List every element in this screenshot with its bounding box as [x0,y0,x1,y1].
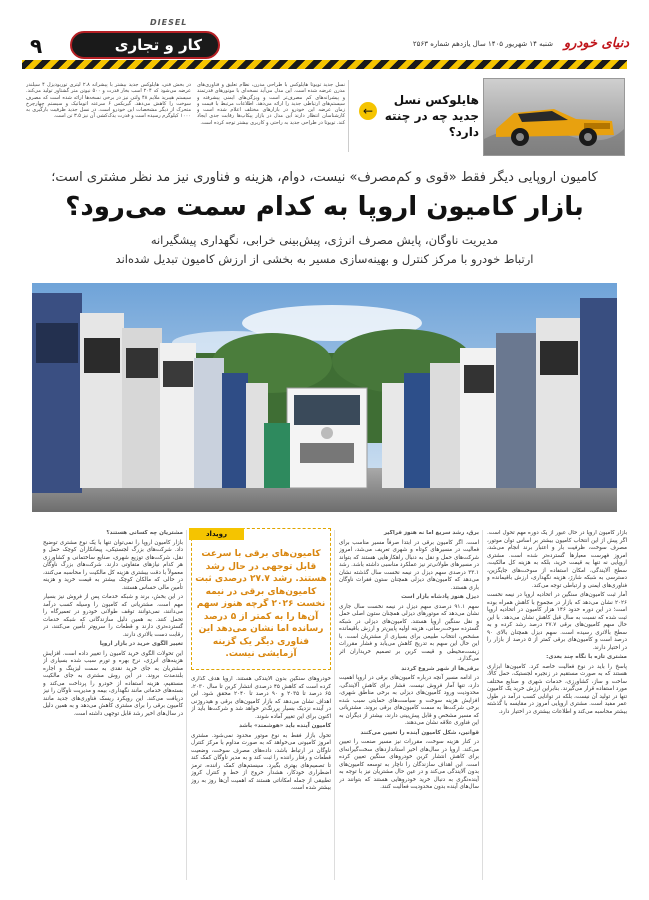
paragraph: بازار کامیون اروپا در حال عبور از یک دوره مهم تحول است. اگر پیش از این انتخاب کامیون بیشتر بر اساس توان موتور، مصرف سوخت، ظرفیت بار و اعتبار برند انجام می‌شد، امروز فهرست معیارها گسترده‌تر شده است. مشتری اروپایی نه تنها به قیمت خرید، بلکه به هزینه کل مالکیت، سطح آلایندگی، امکان استفاده از سوخت‌های جایگزین، دسترسی به شبکه شارژ، هزینه نگهداری، ارزش باقیمانده و فناوری‌های ایمنی و ارتباطی توجه می‌کند. [487,530,627,589]
teaser-text-col-2: در بخش فنی، هایلوکس جدید بیشتر با پیشرانه ۲.۸ لیتری توربودیزل ۴ سیلندر عرضه می‌شود که ۲۰۴ اسب بخار قدرت و ۵۰۰ نیوتن متر گشتاور تولید می‌کند. سیستم هیبرید ملایم ۴۸ ولتی نیز در برخی نسخه‌ها ارائه شده است که مصرف سوخت را کاهش می‌دهد. گیربکس ۶ سرعته اتوماتیک و سیستم چهارچرخ متحرک از دیگر مشخصات این خودرو است. در نسل جدید ظرفیت بارگیری به ۱۰۰۰ کیلوگرم رسیده است و قدرت یدک‌کشی آن نیز ۳.۵ تن است. [26,82,191,120]
section-badge [70,31,220,59]
paragraph: بازار کامیون اروپا را نمی‌توان تنها با یک نوع مشتری توضیح داد. شرکت‌های بزرگ لجستیکی، پیمانکاران کوچک حمل و نقل، شرکت‌های توزیع شهری، صنایع ساختمانی و کشاورزی هر کدام نیازهای متفاوتی دارند. شرکت‌های بزرگ ناوگان معمولاً با دقت بیشتری هزینه کل مالکیت را محاسبه می‌کنند، در حالی که مالکان کوچک بیشتر به قیمت خرید و هزینه تأمین مالی حساس هستند. [43,539,183,591]
section-subheading: برقی‌ها از شهر شروع کردند [401,665,479,672]
section-subheading: مشتریان چه کسانی هستند؟ [106,530,183,536]
section-subheading: مشتری تازه با نگاه چند بعدی: [546,654,627,660]
column-divider [482,530,483,880]
section-subheading: برق، رشد سریع اما نه هنوز فراگیر [383,530,479,536]
diesel-label: DIESEL [150,18,188,27]
paragraph: در این بخش، برند و شبکه خدمات پس از فروش نیز بسیار مهم است. مشتریانی که کامیون را وسیله کسب درآمد می‌دانند، نمی‌توانند توقف طولانی خودرو در تعمیرگاه را تحمل کنند. به همین دلیل سازندگانی که شبکه خدمات گسترده‌تری دارند و قطعات را سریع‌تر تأمین می‌کنند، در رقابت دست بالاتری دارند. [43,594,183,638]
teaser-title[interactable]: هایلوکس نسل جدید چه در چنته دارد؟ [384,93,479,139]
paragraph: این تحولات الگوی خرید کامیون را تغییر داده است. افزایش هزینه‌های انرژی، نرخ بهره و تورم سبب شده بسیاری از مشتریان به جای خرید نقدی به سمت لیزینگ و اجاره بلندمدت بروند. در این روش مشتری به جای مالکیت مستقیم، هزینه استفاده از خودرو را پرداخت می‌کند و بسته‌های خدماتی مانند نگهداری، بیمه و مدیریت ناوگان را نیز دریافت می‌کند. این رویکرد ریسک فناوری‌های جدید مانند کامیون برقی را برای مشتری کاهش می‌دهد و به همین دلیل در سال‌های اخیر رشد قابل توجهی داشته است. [43,650,183,717]
column-divider [186,530,187,880]
section-subheading: تغییر الگوی خرید در بازار اروپا [99,641,183,647]
paragraph: است. اگر کامیون برقی در ابتدا صرفاً مسیر مناسب برای فعالیت در مسیرهای کوتاه و شهری تعریف می‌شد، امروز شرکت‌های حمل و نقل به دنبال راهکارهایی هستند که بتواند در مسیرهای طولانی‌تر نیز عملکرد مناسبی داشته باشد. رشد ۳۳.۱ درصدی سهم دیزل در نیمه نخست سال گذشته نشان می‌دهد که کامیون‌های دیزلی همچنان ستون فقرات ناوگان باری هستند. [339,539,479,591]
article-kicker: کامیون اروپایی دیگر فقط «قوی و کم‌مصرف» نیست، دوام، هزینه و فناوری نیز مد نظر مشتری است؛ [51,170,598,185]
issue-line: شنبه ۱۴ شهریور ۱۴۰۵ سال یازدهم شماره ۲۵۶۳ [412,40,553,48]
page-number: ۹ [30,34,43,58]
teaser-pickup-image[interactable] [483,78,625,156]
paragraph: سهم ۹۱.۱ درصدی سهم دیزل در نیمه نخست سال جاری نشان می‌دهد که موتورهای دیزلی همچنان ستون اصلی حمل و نقل سنگین اروپا هستند. کامیون‌های دیزلی در شبکه گسترده سوخت‌رسانی، هزینه اولیه پایین‌تر و ارزش باقیمانده مشخص، انتخاب طبیعی برای بسیاری از مشتریان است. با این حال این سهم به تدریج کاهش می‌یابد و فشار مقررات زیست‌محیطی و قیمت کربن بر تصمیم خریداران اثر می‌گذارد. [339,603,479,662]
teaser-strip [22,78,627,156]
trucks-lot-illustration [32,283,617,512]
paragraph: خودروهای سنگین بدون آلایندگی هستند. اروپا هدف گذاری کرده است که کاهش ۴۵ درصدی انتشار کربن تا سال ۲۰۳۰، ۶۵ درصد تا ۲۰۳۵ و ۹۰ درصد تا ۲۰۴۰ محقق شود. این اهداف نشان می‌دهد که بازار کامیون‌های برقی و هیدروژنی در آینده نزدیک بسیار پررنگ‌تر خواهد شد و شرکت‌ها باید از اکنون برای این تغییر آماده شوند. [191,676,331,720]
column-divider [334,530,335,880]
article-subhead-1: مدیریت ناوگان، پایش مصرف انرژی، پیش‌بینی خرابی، نگهداری پیشگیرانه [150,233,499,247]
trucks-photo[interactable] [32,283,617,512]
paragraph: آمار ثبت کامیون‌های سنگین در اتحادیه اروپا در نیمه نخست ۲۰۲۶ نشان می‌دهد که بازار در مجموع با کاهش همراه بوده است؛ در این دوره حدود ۱۴۶ هزار کامیون در اتحادیه اروپا ثبت شده که نسبت به سال قبل کاهش نشان می‌دهد. با این حال سهم کامیون‌های برقی ۲۷.۷ درصد رشد کرده و به سطح بالاتری رسیده است. سهم دیزل همچنان بالای ۹۰ درصد است و کامیون‌های برقی کمتر از ۵ درصد از بازار را در اختیار دارند. [487,592,627,651]
pickup-illustration [484,79,624,155]
pull-quote-text: کامیون‌های برقی با سرعت قابل توجهی در حال رشد هستند. رشد ۲۷.۷ درصدی ثبت کامیون‌های برقی در نیمه نخست ۲۰۲۶ گرچه هنوز سهم آن‌ها را به کمتر از ۵ درصد رسانده اما نشان می‌دهد این فناوری دیگر یک گزینه آزمایشی نیست. [195,549,327,659]
paragraph: تحول بازار فقط به نوع موتور محدود نمی‌شود. مشتری امروز کامیونی می‌خواهد که به صورت مداوم با مرکز کنترل ناوگان در ارتباط باشد، داده‌های مصرف سوخت، وضعیت قطعات و رفتار راننده را ثبت کند و به مدیر ناوگان کمک کند تا تصمیم‌های بهتری بگیرد. سیستم‌های کمک راننده، ترمز اضطراری خودکار، هشدار خروج از خط و کنترل کروز تطبیقی از جمله امکاناتی هستند که اهمیت آن‌ها روز به روز بیشتر شده است. [191,732,331,791]
paragraph: پاسخ را باید در نوع فعالیت خاصه کرد. کامیون‌ها ابزاری هستند که به صورت مستقیم در زنجیره لجستیک، حمل کالا، ساخت و ساز، کشاورزی، خدمات شهری و صنایع مختلف مورد استفاده قرار می‌گیرند. بنابراین ارزش خرید یک کامیون تنها در تولید آن نیست، بلکه در توانایی کسب درآمد در طول عمر مفید است. مشتری اروپایی امروز در مقایسه با گذشته بیشتر محاسبه می‌کند و اطلاعات بیشتری در اختیار دارد. [487,663,627,715]
teaser-text-col-1: نسل جدید تویوتا هایلوکس با طراحی مدرن، نظام تعلیق و فناوری‌های مدرن عرضه شده است. این مدل می‌آید نسخه‌ای با موتورهای قدرتمند و پیشرانه‌های کم مصرف‌تر است و ویژگی‌های ایمنی پیشرفته و سیستم‌های ارتباطی جدید را ارائه می‌دهد. اطلاعات مرتبط با قیمت و زمان عرضه این خودرو در بازارهای مختلف اعلام شده است و کارشناسان انتظار دارند این مدل در بازار پیکاپ‌ها رقابت جدی ایجاد کند. تویوتا در طراحی جدید به راحتی و کاربری بیشتر توجه کرده است. [197,82,345,126]
teaser-divider [348,80,349,152]
section-subheading: دیزل هنوز پادشاه بازار است [401,594,479,600]
article-subhead-2: ارتباط خودرو با مرکز کنترل و بهینه‌سازی مسیر به بخشی از ارزش کامیون تبدیل شده‌اند [115,252,534,266]
article-column-1 [487,530,627,882]
brand-logo[interactable]: دنیای خودرو [563,36,629,51]
article-column-3 [191,676,331,881]
article-column-4 [43,530,183,882]
hazard-stripe-divider [22,60,627,69]
arrow-left-icon[interactable]: ← [359,102,377,120]
article-headline: بازار کامیون اروپا به کدام سمت می‌رود؟ [65,192,584,222]
paragraph: در کنار هزینه سوخت، مقررات نیز مسیر صنعت را تعیین می‌کند. اروپا در سال‌های اخیر استانداردهای سخت‌گیرانه‌ای برای کاهش انتشار کربن خودروهای سنگین تعیین کرده است. این اهداف سازندگان را ناچار به توسعه کامیون‌های بدون آلایندگی می‌کند و در عین حال مشتریان نیز با توجه به آینده‌نگری به دنبال خرید خودروهایی هستند که بتوانند در سال‌های آینده بدون محدودیت فعالیت کنند. [339,739,479,790]
section-title: کار و تجاری [114,36,202,54]
pull-quote-tab: رویداد [189,528,244,540]
section-subheading: قوانین، شکل کامیون آینده را تعیین می‌کنند [360,729,479,736]
paragraph: در ادامه مسیر آنچه درباره کامیون‌های برقی در اروپا اهمیت دارد، تنها آمار فروش نیست. فشار برای کاهش آلایندگی، محدودیت ورود کامیون‌های دیزلی به برخی مناطق شهری، افزایش هزینه سوخت و سیاست‌های حمایتی سبب شده برخی شرکت‌ها به سمت کامیون‌های برقی بروند. مشتریانی که مسیر مشخص و قابل پیش‌بینی دارند، بیشتر از دیگران به این فناوری علاقه نشان می‌دهند. [339,675,479,726]
section-subheading: کامیون آینده باید «هوشمند» باشد [239,723,331,729]
page-header [0,0,649,70]
article-column-2 [339,530,479,882]
